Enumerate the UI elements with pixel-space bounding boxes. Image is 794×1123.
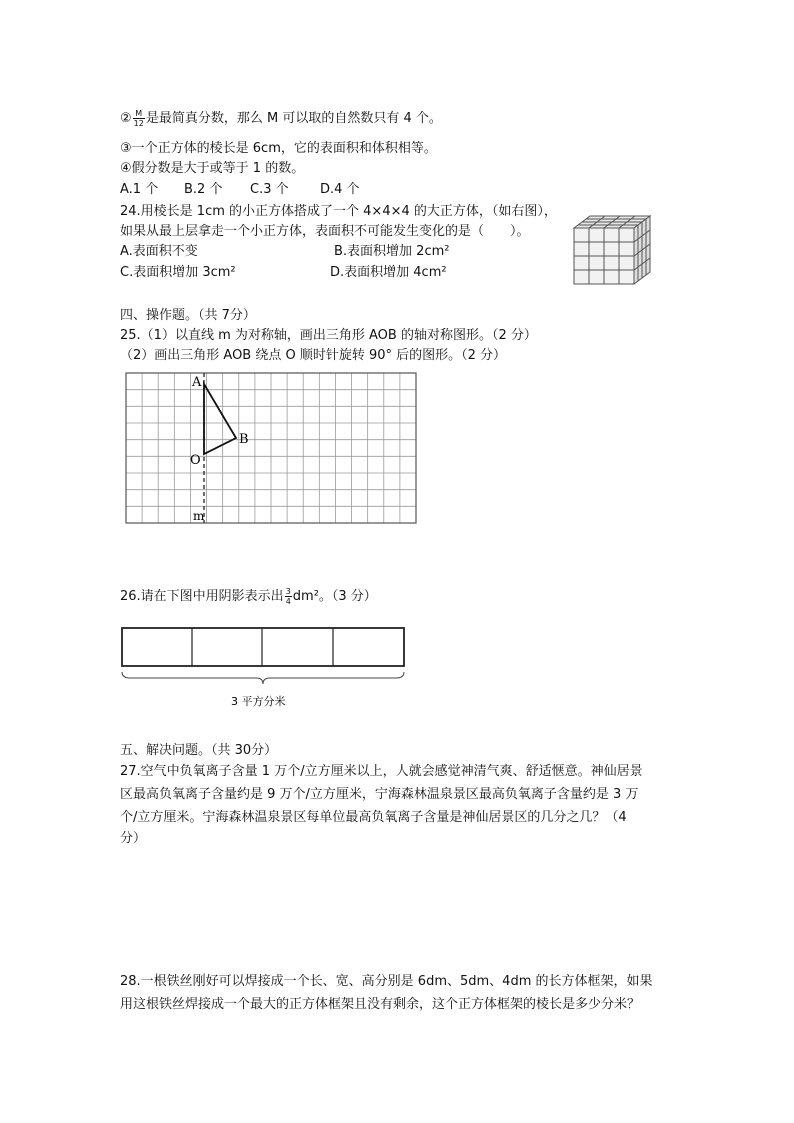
q23-option-a[interactable]: A.1 个	[120, 182, 159, 197]
q24-option-d[interactable]: D.表面积增加 4cm²	[330, 265, 447, 280]
q28-line-1: 28.一根铁丝刚好可以焊接成一个长、宽、高分别是 6dm、5dm、4dm 的长方体框架，如果	[120, 974, 653, 989]
q28-line-2: 用这根铁丝焊接成一个最大的正方体框架且没有剩余，这个正方体框架的棱长是多少分米？	[120, 997, 641, 1012]
q24-option-c[interactable]: C.表面积增加 3cm²	[120, 265, 236, 280]
q25-part-1: 25.（1）以直线 m 为对称轴，画出三角形 AOB 的轴对称图形。（2 分）	[120, 328, 537, 343]
section-4-title: 四、操作题。（共 7分）	[120, 308, 256, 323]
label-a: A	[192, 375, 202, 390]
q25-part-2: （2）画出三角形 AOB 绕点 O 顺时针旋转 90° 后的图形。（2 分）	[120, 348, 507, 363]
q24-line-1: 24.用棱长是 1cm 的小正方体搭成了一个 4×4×4 的大正方体，（如右图），	[120, 204, 557, 219]
statement-2	[120, 109, 442, 128]
q24-options-row-1	[120, 243, 449, 261]
label-m: m	[193, 509, 205, 523]
q24-line-2: 如果从最上层拿走一个小正方体，表面积不可能发生变化的是（ ）。	[120, 224, 530, 239]
q26-suffix: dm²。（3 分）	[292, 589, 377, 604]
q26-text	[120, 587, 377, 606]
statement-2-prefix: ②	[120, 111, 132, 126]
q23-option-b[interactable]: B.2 个	[184, 182, 223, 197]
q27-line-1: 27.空气中负氧离子含量 1 万个/立方厘米以上，人就会感觉神清气爽、舒适惬意。神仙居景	[120, 764, 643, 779]
brace-label: 3 平方分米	[231, 695, 286, 708]
q24-option-a[interactable]: A.表面积不变	[120, 244, 198, 259]
q27-line-3: 个/立方厘米。宁海森林温泉景区每单位最高负氧离子含量是神仙居景区的几分之几？（4	[120, 810, 627, 825]
q23-options	[120, 181, 360, 199]
statement-4: ④假分数是大于或等于 1 的数。	[120, 161, 305, 176]
q27-line-4: 分）	[120, 831, 147, 846]
triangle-aob	[204, 384, 236, 454]
section-5-title: 五、解决问题。（共 30分）	[120, 743, 278, 758]
statement-3: ③一个正方体的棱长是 6cm，它的表面积和体积相等。	[120, 141, 437, 156]
fraction-m-over-12: $\frac{M}{12}$	[133, 109, 144, 128]
fraction-3-over-4: $\frac{3}{4}$	[285, 587, 291, 606]
q26-prefix: 26.请在下图中用阴影表示出	[120, 589, 284, 604]
label-b: B	[239, 432, 249, 447]
q24-options-row-2	[120, 264, 447, 282]
label-o: O	[190, 453, 201, 468]
q24-option-b[interactable]: B.表面积增加 2cm²	[334, 244, 450, 259]
q23-option-c[interactable]: C.3 个	[250, 182, 289, 197]
q23-option-d[interactable]: D.4 个	[320, 182, 360, 197]
q27-line-2: 区最高负氧离子含量约是 9 万个/立方厘米，宁海森林温泉景区最高负氧离子含量约是 3 万	[120, 787, 639, 802]
statement-2-text: 是最简真分数，那么 M 可以取的自然数只有 4 个。	[145, 111, 442, 126]
grid-figure	[120, 370, 420, 526]
cube-4x4x4-illustration	[570, 212, 662, 288]
q26-rectangle-figure	[118, 626, 410, 710]
